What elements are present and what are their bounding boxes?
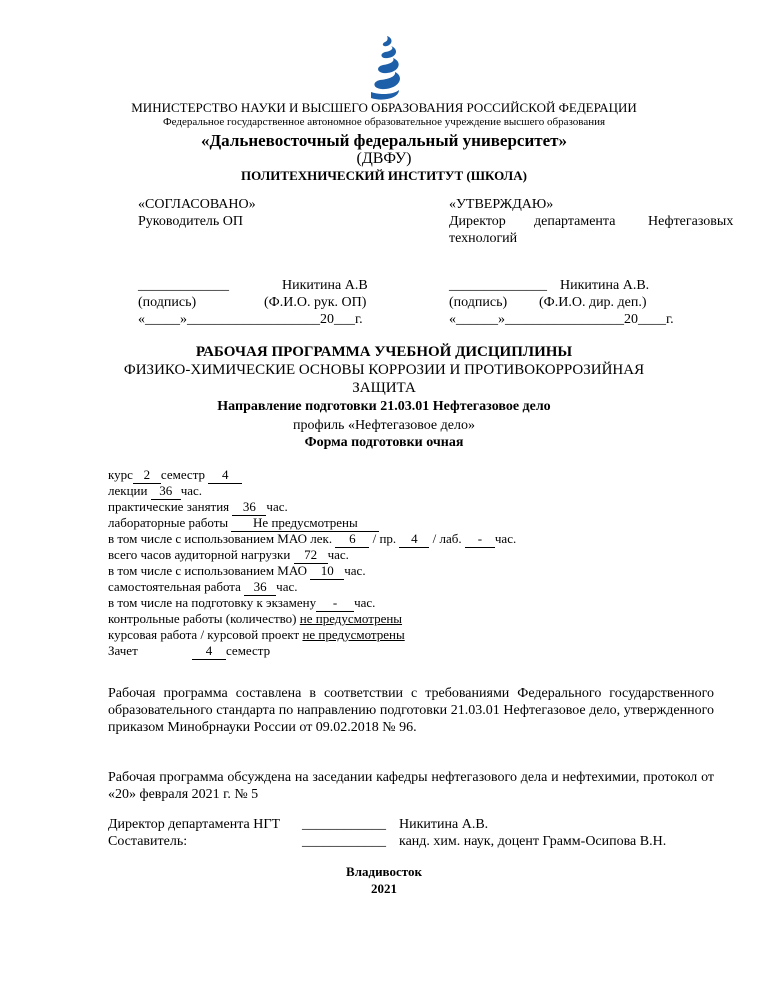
approve-role-1c: Нефтегазовых — [648, 214, 734, 229]
credit-value: 4 — [192, 643, 226, 660]
approve-date: «______»_________________20____г. — [449, 312, 674, 327]
institution-type: Федеральное государственное автономное образовательное учреждение высшего образования — [162, 116, 606, 128]
institute-name: ПОЛИТЕХНИЧЕСКИЙ ИНСТИТУТ (ШКОЛА) — [241, 168, 527, 183]
approve-role-2: технологий — [449, 231, 518, 246]
paragraph-standard: Рабочая программа составлена в соответствии с требованиями Федерального государственного образовательного стандарта по направлению подготовки 21.03.01 Нефтегазовое дело, утвержденного приказом Минобрнауки России от 09.02.2018 № 96. — [108, 686, 714, 735]
discipline-line-2: ЗАЩИТА — [352, 380, 416, 396]
agreed-sign-label: (подпись) — [138, 295, 197, 310]
total-value: 72 — [294, 547, 328, 564]
credit-row: Зачет — [108, 643, 138, 658]
agreed-role: Руководитель ОП — [138, 214, 244, 229]
program-heading: РАБОЧАЯ ПРОГРАММА УЧЕБНОЙ ДИСЦИПЛИНЫ — [195, 344, 573, 360]
mao-pr-value: 4 — [399, 531, 429, 548]
ministry-name: МИНИСТЕРСТВО НАУКИ И ВЫСШЕГО ОБРАЗОВАНИЯ РОССИЙСКОЙ ФЕДЕРАЦИИ — [131, 100, 637, 115]
university-abbr: (ДВФУ) — [356, 150, 412, 167]
profile: профиль «Нефтегазовое дело» — [293, 418, 475, 433]
mao-row: в том числе с использованием МАО лек. 6 / пр. 4 / лаб. - час. — [108, 531, 517, 546]
approve-title: «УТВЕРЖДАЮ» — [449, 197, 554, 212]
total-mao-row: в том числе с использованием МАО 10 час. — [108, 563, 366, 578]
director-label: Директор департамента НГТ — [108, 817, 280, 832]
paragraph-meeting: Рабочая программа обсуждена на заседании кафедры нефтегазового дела и нефтехимии, протокол от «20» февраля 2021 г. № 5 — [108, 770, 714, 802]
lab-value: Не предусмотрены — [231, 515, 379, 532]
university-name: «Дальневосточный федеральный университет» — [200, 131, 568, 150]
agreed-date: «_____»___________________20___г. — [138, 312, 363, 327]
exam-value: - — [316, 595, 354, 612]
total-mao-value: 10 — [310, 563, 344, 580]
control-value: не предусмотрены — [299, 611, 403, 626]
approve-role-1b: департамента — [534, 214, 616, 229]
year: 2021 — [371, 881, 397, 896]
self-row: самостоятельная работа 36 час. — [108, 579, 298, 594]
self-value: 36 — [244, 579, 276, 596]
course-value: 2 — [133, 467, 161, 484]
course-row: курс 2 семестр 4 — [108, 467, 242, 484]
agreed-title: «СОГЛАСОВАНО» — [138, 197, 256, 212]
agreed-name-label: (Ф.И.О. рук. ОП) — [264, 295, 367, 310]
lab-row: лабораторные работы Не предусмотрены — [108, 515, 379, 532]
exam-row: в том числе на подготовку к экзамену - час. — [108, 595, 376, 610]
coursework-value: не предусмотрены — [302, 627, 405, 642]
author-label: Составитель: — [108, 834, 188, 849]
lectures-row: лекции 36 час. — [108, 483, 203, 498]
approve-name: Никитина А.В. — [560, 278, 650, 293]
author-sign-line: ____________ — [302, 834, 386, 849]
semester-value: 4 — [208, 467, 242, 484]
study-form: Форма подготовки очная — [304, 435, 464, 450]
author-name: канд. хим. наук, доцент Грамм-Осипова В.Н. — [399, 834, 667, 849]
mao-lec-value: 6 — [335, 531, 369, 548]
agreed-name: Никитина А.В — [282, 278, 368, 293]
approve-name-label: (Ф.И.О. дир. деп.) — [539, 295, 647, 310]
approve-sign-line: ______________ — [449, 278, 547, 293]
director-name: Никитина А.В. — [399, 817, 489, 832]
city: Владивосток — [346, 864, 422, 879]
credit-semester: 4 семестр — [192, 643, 270, 660]
lectures-value: 36 — [151, 483, 181, 500]
approve-role-1a: Директор — [449, 214, 506, 229]
approve-sign-label: (подпись) — [449, 295, 508, 310]
university-logo — [363, 34, 405, 102]
coursework-row: курсовая работа / курсовой проект не предусмотрены — [108, 627, 405, 642]
practice-row: практические занятия 36 час. — [108, 499, 288, 514]
direction: Направление подготовки 21.03.01 Нефтегазовое дело — [217, 399, 551, 414]
agreed-sign-line: _____________ — [138, 278, 229, 293]
mao-lab-value: - — [465, 531, 495, 548]
control-row: контрольные работы (количество) не предусмотрены — [108, 611, 403, 626]
practice-value: 36 — [232, 499, 266, 516]
total-row: всего часов аудиторной нагрузки 72 час. — [108, 547, 349, 562]
discipline-line-1: ФИЗИКО-ХИМИЧЕСКИЕ ОСНОВЫ КОРРОЗИИ И ПРОТИВОКОРРОЗИЙНАЯ — [123, 362, 645, 378]
director-sign-line: ____________ — [302, 817, 386, 832]
